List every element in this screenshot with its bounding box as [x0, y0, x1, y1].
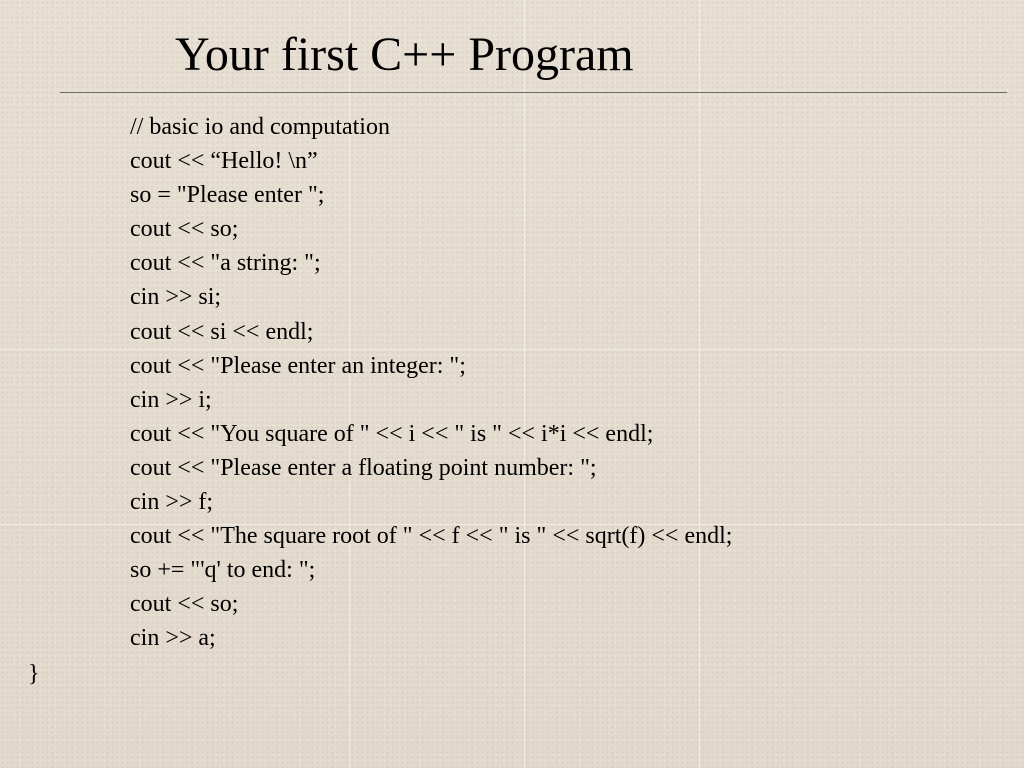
- code-line: cin >> i;: [130, 386, 212, 413]
- code-line: cout << "The square root of " << f << " is " << sqrt(f) << endl;: [130, 523, 733, 550]
- code-line: cin >> a;: [130, 625, 216, 652]
- code-line: cin >> si;: [130, 284, 222, 311]
- code-listing: [130, 110, 732, 656]
- code-line: // basic io and computation: [130, 114, 390, 140]
- code-line: so = "Please enter ";: [130, 182, 325, 209]
- code-line: so += "'q' to end: ";: [130, 557, 316, 584]
- code-line: cout << "You square of " << i << " is " << i*i << endl;: [130, 420, 654, 447]
- code-line: cout << si << endl;: [130, 318, 314, 345]
- slide-title: Your first C++ Program: [175, 28, 634, 81]
- code-line: cin >> f;: [130, 489, 214, 516]
- code-line: cout << "Please enter an integer: ";: [130, 352, 466, 379]
- title-divider: [60, 92, 1007, 93]
- code-line: cout << so;: [130, 216, 239, 243]
- code-line: cout << so;: [130, 591, 239, 618]
- code-line: cout << "a string: ";: [130, 250, 321, 277]
- code-line: cout << "Please enter a floating point number: ";: [130, 454, 597, 481]
- closing-brace: }: [28, 661, 40, 687]
- code-line: cout << “Hello! \n”: [130, 148, 318, 175]
